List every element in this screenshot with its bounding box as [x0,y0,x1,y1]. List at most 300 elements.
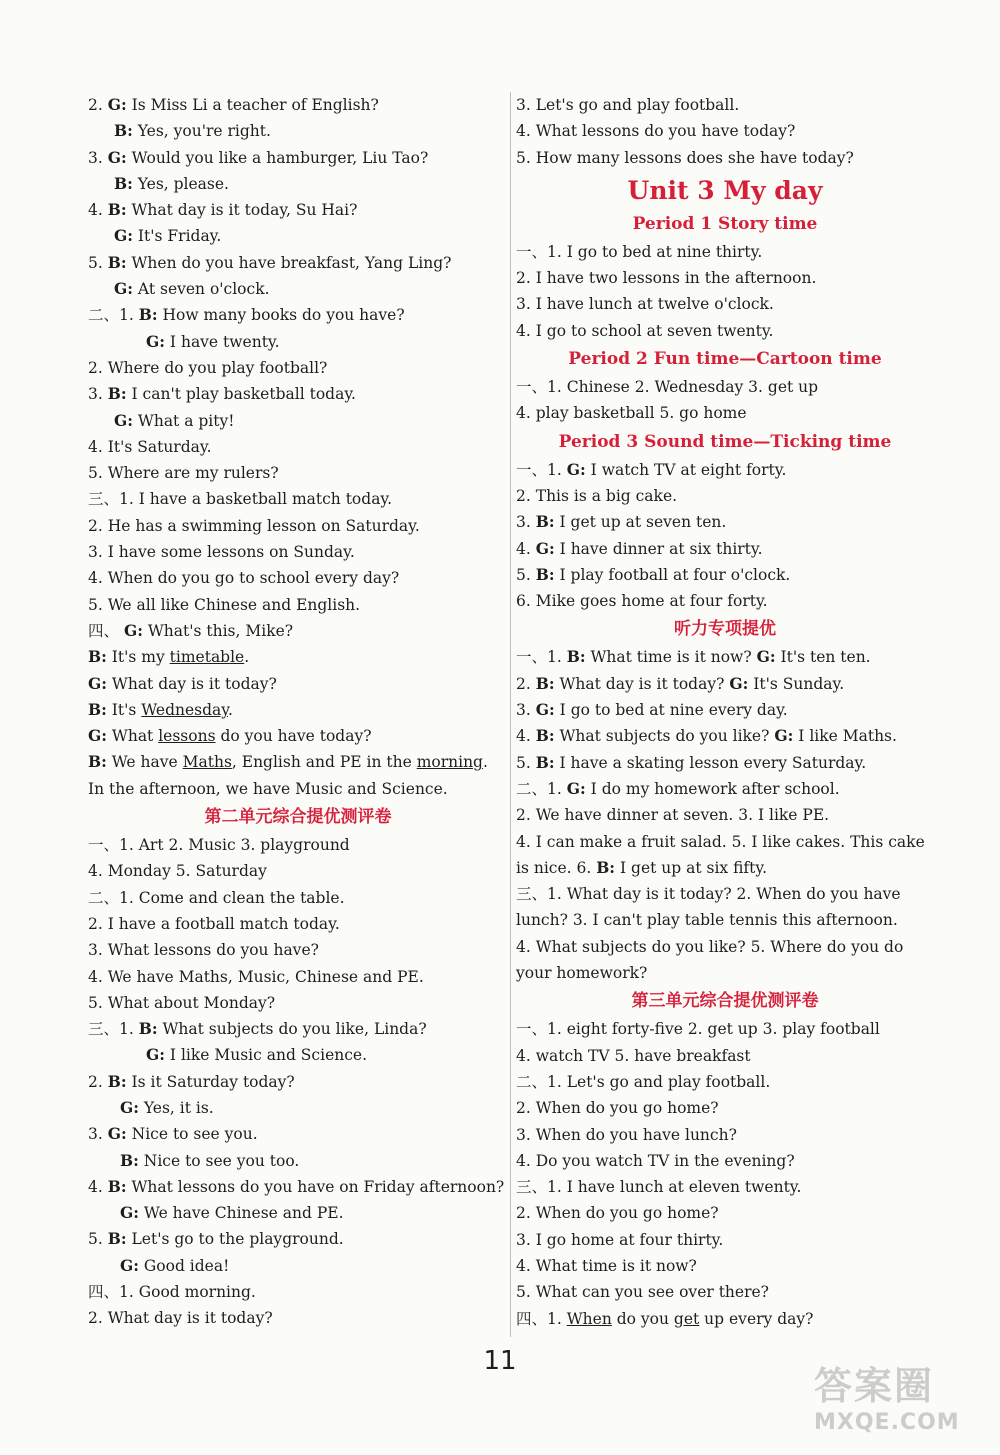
underlined-word: timetable [169,648,245,667]
speaker-label: G: [114,410,133,430]
answer-text: Nice to see you. [131,1125,258,1144]
answer-line [88,302,508,328]
answer-line [88,408,508,434]
answer-line [516,1279,934,1305]
item-number: 一、1. [516,378,562,397]
watermark-logo [814,1355,984,1445]
item-number: 5. [88,595,103,614]
answer-text: What day is it today? 2. When do you have lunch? 3. I can't play table tennis this afternoon. [516,885,901,930]
underlined-word: get [673,1309,700,1328]
answer-text: Yes, it is. [143,1098,214,1117]
item-number: 4. [516,122,531,141]
item-number: 3. [88,941,103,960]
speaker-label: B: [107,252,127,272]
answer-text: I go to bed at nine every day. [559,701,788,720]
answer-line [516,118,934,144]
item-number: 2. [88,516,103,535]
answer-text: When do you have breakfast, Yang Ling? [131,253,452,272]
item-number: 4. [88,437,103,456]
speaker-label: G: [774,726,794,746]
answer-line [516,400,934,426]
item-number: 4. [516,727,531,746]
item-number: 5. [88,993,103,1012]
answer-text: I watch TV at eight forty. [590,460,787,479]
answer-line [88,885,508,911]
item-number: 二、1. [516,1072,562,1091]
item-number: 一、1. [516,1020,562,1039]
item-number: 3. [516,1125,531,1144]
speaker-label: B: [535,726,555,746]
underlined-word: lessons [158,727,216,746]
speaker-label: B: [138,1019,158,1039]
answer-line [88,1095,508,1121]
answer-text: I have lunch at eleven twenty. [566,1178,802,1197]
answer-text: What time is it now? [535,1256,697,1275]
answer-text: I can't play basketball today. [131,385,356,404]
left-column [88,92,508,1332]
answer-text: up every day? [699,1309,814,1328]
answer-text: When do you go home? [535,1204,719,1223]
answer-line [88,118,508,144]
speaker-label: G: [123,620,143,640]
answer-line [88,592,508,618]
answer-text: . In the afternoon, we have Music and Science. [88,753,488,798]
speaker-label: B: [107,200,127,220]
item-number: 5. [88,464,103,483]
answer-line [516,1148,934,1174]
answer-text: What day is it today? [111,674,277,693]
item-number: 4. [88,569,103,588]
answer-text: I do my homework after school. [590,779,840,798]
answer-line [516,1043,934,1069]
answer-text: Where are my rulers? [107,464,279,483]
item-number: 4. [516,937,531,956]
answer-line [516,1174,934,1200]
answer-text: I get up at seven ten. [559,513,727,532]
speaker-label: G: [146,331,165,351]
speaker-label: G: [107,95,127,114]
underlined-word: Maths [182,753,232,772]
answer-text: . [244,648,250,667]
answer-text: It's ten ten. [780,648,871,667]
answer-text: , English and PE in the [231,753,417,772]
speaker-label: G: [146,1045,165,1065]
answer-text: It's [111,700,142,719]
answer-line [88,1174,508,1200]
answer-line [88,1042,508,1068]
item-number: 三、1. [88,490,134,509]
answer-line [516,1069,934,1095]
answer-text: Would you like a hamburger, Liu Tao? [131,148,429,167]
answer-line [88,832,508,858]
answer-text: We have [111,753,183,772]
speaker-label: B: [88,647,107,667]
answer-line [88,723,508,749]
answer-text: What's this, Mike? [147,621,294,640]
answer-line [516,92,934,118]
speaker-label: G: [566,778,586,798]
answer-line [88,1016,508,1042]
answer-line [88,1069,508,1095]
answer-line [88,434,508,460]
answer-line [516,374,934,400]
speaker-label: G: [114,226,133,246]
answer-text: It's my [111,648,170,667]
item-number: 4. [88,201,103,220]
section-heading: Period 3 Sound time—Ticking time [558,431,892,452]
speaker-label: B: [535,752,555,772]
answer-line [516,562,934,588]
speaker-label: G: [88,673,107,693]
item-number: 2. [88,1072,103,1091]
speaker-label: B: [566,647,586,667]
answer-text: What about Monday? [107,993,276,1012]
answer-line [516,671,934,697]
answer-line [88,749,508,802]
answer-text: What subjects do you like? 5. Where do you do your homework? [516,937,904,983]
answer-text: I go home at four thirty. [535,1230,724,1249]
answer-line [88,381,508,407]
answer-line [516,509,934,535]
answer-text: I like Maths. [798,727,897,746]
answer-line [88,990,508,1016]
speaker-label: B: [535,512,555,532]
answer-line [516,265,934,291]
answer-text: When do you go home? [535,1099,719,1118]
answer-line [516,1122,934,1148]
answer-text: I go to bed at nine thirty. [566,242,763,261]
answer-text: What can you see over there? [535,1283,769,1302]
speaker-label: B: [138,305,158,325]
speaker-label: G: [107,147,127,167]
answer-text: At seven o'clock. [137,280,270,299]
answer-line [88,329,508,355]
item-number: 一、1. [516,648,562,667]
answer-line [88,858,508,884]
answer-text: Mike goes home at four forty. [535,592,768,611]
speaker-label: G: [756,647,776,667]
answer-text: What day is it today, Su Hai? [131,201,358,220]
answer-text: We have Maths, Music, Chinese and PE. [107,967,424,986]
answer-text: He has a swimming lesson on Saturday. [107,516,420,535]
answer-line [88,250,508,276]
answer-text: Come and clean the table. [138,888,345,907]
answer-line [516,1095,934,1121]
answer-line [88,92,508,118]
speaker-label: B: [107,384,127,404]
page-number: 11 [483,1346,517,1376]
item-number: 2. [516,1204,531,1223]
answer-text: We all like Chinese and English. [107,595,361,614]
answer-text: Monday 5. Saturday [107,862,267,881]
answer-line [88,171,508,197]
item-number: 一、1. [88,836,134,855]
answer-line [516,1227,934,1253]
item-number: 4. [516,832,531,851]
item-number: 6. [516,592,531,611]
answer-text: play basketball 5. go home [535,404,747,423]
speaker-label: G: [729,673,749,693]
answer-text: watch TV 5. have breakfast [535,1046,751,1065]
answer-text: I get up at six fifty. [619,858,768,877]
answer-line [516,644,934,670]
answer-line [88,145,508,171]
speaker-label: G: [120,1203,139,1223]
answer-line [88,1121,508,1147]
answer-text: do you [611,1309,674,1328]
answer-text: When do you go to school every day? [107,569,400,588]
answer-text: Let's go to the playground. [131,1230,344,1249]
item-number: 三、1. [516,1178,562,1197]
answer-text: We have Chinese and PE. [143,1204,344,1223]
answer-line [516,536,934,562]
item-number: 2. [88,96,103,114]
watermark-title: 答案圈 [814,1364,935,1408]
answer-line [88,911,508,937]
answer-text: Yes, please. [137,174,229,193]
answer-text: eight forty-five 2. get up 3. play football [566,1020,880,1039]
answer-line [516,1306,934,1332]
answer-text: What day is it today? [559,674,725,693]
item-number: 4. [516,404,531,423]
section-heading: 第二单元综合提优测评卷 [204,807,392,828]
answer-line [516,318,934,344]
item-number: 一、1. [516,460,562,479]
item-number: 3. [516,513,531,532]
answer-line [516,776,934,802]
item-number: 2. [88,358,103,377]
column-divider [510,92,511,1337]
answer-line [88,1305,508,1331]
answer-text: What lessons do you have? [107,941,319,960]
item-number: 4. [516,539,531,558]
answer-text: I have a skating lesson every Saturday. [559,753,867,772]
underlined-word: When [566,1309,612,1328]
item-number: 2. [88,914,103,933]
answer-text: Good morning. [138,1283,256,1302]
answer-line [516,1200,934,1226]
answer-text: What subjects do you like, Linda? [162,1020,427,1039]
answer-text: Let's go and play football. [535,96,740,114]
speaker-label: G: [107,1124,127,1144]
section-heading: 第三单元综合提优测评卷 [631,991,819,1012]
answer-line [516,750,934,776]
speaker-label: G: [120,1097,139,1117]
item-number: 3. [88,1125,103,1144]
answer-line [88,197,508,223]
answer-text: What day is it today? [107,1309,273,1328]
answer-line [88,644,508,670]
answer-text: How many lessons does she have today? [535,148,854,167]
speaker-label: B: [120,1150,139,1170]
answer-line [88,1253,508,1279]
answer-line [88,223,508,249]
item-number: 三、1. [88,1020,134,1039]
answer-line [516,291,934,317]
answer-line [88,276,508,302]
item-number: 5. [88,253,103,272]
answer-text: Good idea! [143,1256,230,1275]
speaker-label: G: [535,538,555,558]
answer-line [516,802,934,828]
answer-line [516,483,934,509]
item-number: 2. [516,486,531,505]
answer-text: I like Music and Science. [169,1046,368,1065]
speaker-label: B: [88,699,107,719]
item-number: 3. [516,1230,531,1249]
speaker-label: B: [535,673,555,693]
answer-text: Is Miss Li a teacher of English? [131,96,379,114]
item-number: 5. [516,565,531,584]
item-number: 4. [516,1046,531,1065]
speaker-label: B: [596,857,616,877]
speaker-label: G: [120,1255,139,1275]
answer-text: What lessons do you have on Friday afternoon? [131,1177,505,1196]
answer-text: I go to school at seven twenty. [535,321,774,340]
answer-text: How many books do you have? [162,306,405,325]
item-number: 4. [516,1256,531,1275]
answer-line [88,513,508,539]
item-number: 2. [516,269,531,288]
answer-line [88,355,508,381]
answer-line [516,1253,934,1279]
item-number: 二、1. [88,888,134,907]
speaker-label: B: [88,752,107,772]
answer-text: It's Friday. [137,227,222,246]
answer-line [516,239,934,265]
answer-text: What time is it now? [590,648,752,667]
answer-text: do you have today? [215,727,372,746]
answer-line [516,829,934,882]
item-number: 三、1. [516,885,562,904]
item-number: 5. [516,148,531,167]
answer-text: We have dinner at seven. 3. I like PE. [535,806,830,825]
answer-text: I have twenty. [169,332,280,351]
answer-text: Yes, you're right. [137,122,271,141]
answer-text: Where do you play football? [107,358,328,377]
answer-text: I have some lessons on Sunday. [107,543,355,562]
answer-line [88,697,508,723]
answer-line [88,565,508,591]
answer-text: What lessons do you have today? [535,122,796,141]
answer-line [516,588,934,614]
answer-line [516,1016,934,1042]
item-number: 四、1. [88,1283,134,1302]
item-number: 3. [88,543,103,562]
answer-text: What a pity! [137,411,235,430]
answer-text: I have lunch at twelve o'clock. [535,295,774,314]
answer-line [516,934,934,987]
answer-line [88,618,508,644]
answer-text: I have a basketball match today. [138,490,393,509]
answer-text: Chinese 2. Wednesday 3. get up [566,378,819,397]
item-number: 5. [516,753,531,772]
answer-text: It's Sunday. [753,674,845,693]
speaker-label: B: [107,1071,127,1091]
answer-text: It's Saturday. [107,437,212,456]
item-number: 5. [88,1230,103,1249]
speaker-label: G: [114,279,133,299]
speaker-label: B: [535,564,555,584]
speaker-label: B: [114,121,133,141]
item-number: 4. [88,1177,103,1196]
speaker-label: B: [107,1229,127,1249]
item-number: 2. [516,1099,531,1118]
underlined-word: morning [416,753,483,772]
answer-text: What [111,727,159,746]
answer-text: Let's go and play football. [566,1072,771,1091]
item-number: 2. [516,806,531,825]
answer-text: This is a big cake. [535,486,678,505]
answer-line [88,460,508,486]
speaker-label: B: [114,173,133,193]
answer-line [88,1279,508,1305]
speaker-label: B: [107,1176,127,1196]
answer-line [516,881,934,934]
answer-text: When do you have lunch? [535,1125,737,1144]
answer-text: Art 2. Music 3. playground [138,836,350,855]
answer-line [88,539,508,565]
answer-line [88,1200,508,1226]
answer-line [88,964,508,990]
answer-line [516,145,934,171]
answer-line [516,457,934,483]
answer-text: I have a football match today. [107,914,340,933]
answer-text: I play football at four o'clock. [559,565,791,584]
answer-text: Nice to see you too. [143,1151,300,1170]
answer-line [516,723,934,749]
answer-line [516,697,934,723]
answer-text: I have two lessons in the afternoon. [535,269,817,288]
item-number: 3. [516,701,531,720]
section-heading: 听力专项提优 [674,619,776,640]
item-number: 2. [516,674,531,693]
item-number: 3. [88,148,103,167]
item-number: 四、 [88,621,120,640]
item-number: 二、1. [88,306,134,325]
answer-line [88,1148,508,1174]
underlined-word: Wednesday [141,700,228,719]
answer-text: I can make a fruit salad. 5. I like cakes. This cake is nice. 6. [516,832,925,877]
item-number: 一、1. [516,242,562,261]
answer-text: I have dinner at six thirty. [559,539,763,558]
speaker-label: G: [88,726,107,746]
item-number: 4. [88,862,103,881]
section-heading: Period 2 Fun time—Cartoon time [568,349,882,370]
answer-line [88,486,508,512]
answer-line [88,671,508,697]
answer-text: Do you watch TV in the evening? [535,1151,795,1170]
watermark-url: MXQE.COM [814,1410,960,1435]
section-heading: Period 1 Story time [632,213,818,234]
item-number: 4. [516,1151,531,1170]
answer-text: Is it Saturday today? [131,1072,295,1091]
item-number: 2. [88,1309,103,1328]
item-number: 3. [516,96,531,114]
speaker-label: G: [535,700,555,720]
answer-text: . [228,700,233,719]
item-number: 5. [516,1283,531,1302]
right-column [516,92,934,1332]
item-number: 3. [88,385,103,404]
item-number: 3. [516,295,531,314]
answer-line [88,1226,508,1252]
item-number: 四、1. [516,1309,562,1328]
item-number: 4. [88,967,103,986]
answer-line [88,937,508,963]
speaker-label: G: [566,459,586,479]
item-number: 二、1. [516,779,562,798]
